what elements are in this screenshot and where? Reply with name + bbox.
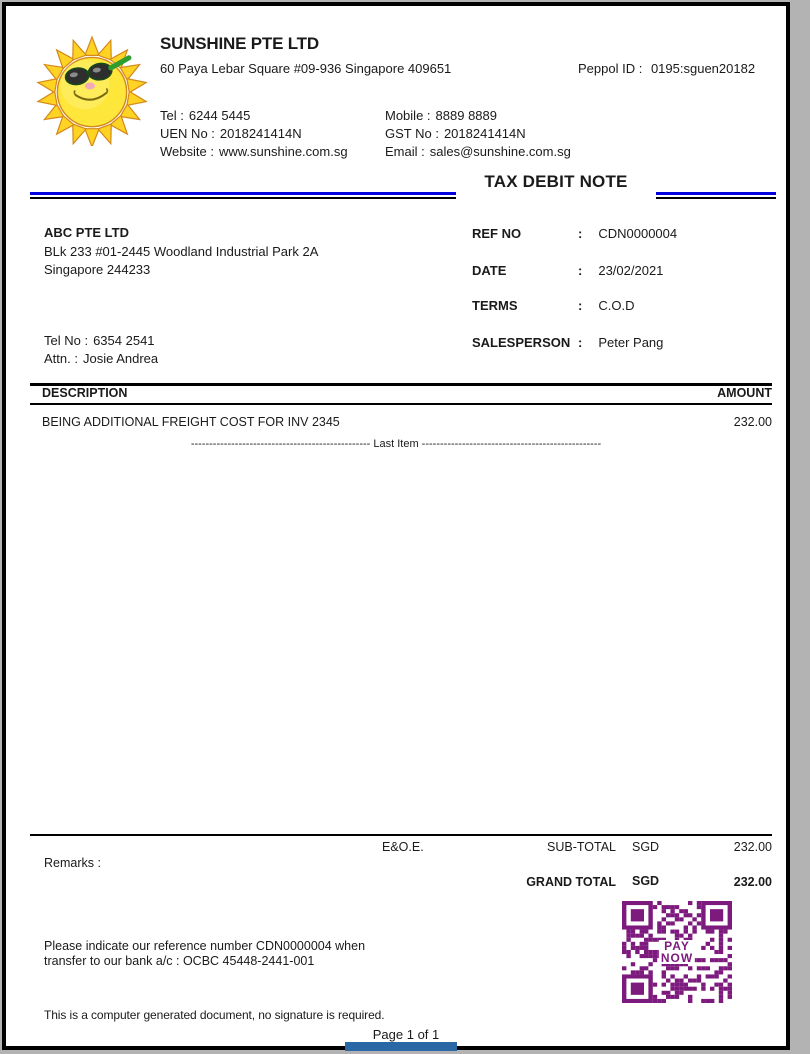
company-website: Website : www.sunshine.com.sg [160, 144, 348, 159]
peppol-label: Peppol ID : [578, 61, 643, 76]
page-number: Page 1 of 1 [372, 1027, 440, 1042]
date-field: DATE : 23/02/2021 [472, 263, 664, 278]
eoe-text: E&O.E. [382, 840, 424, 854]
company-name: SUNSHINE PTE LTD [160, 34, 319, 53]
customer-name: ABC PTE LTD [44, 225, 129, 240]
company-email: Email : sales@sunshine.com.sg [385, 144, 571, 159]
company-address: 60 Paya Lebar Square #09-936 Singapore 409651 [160, 61, 452, 76]
company-contacts-left [160, 107, 348, 161]
ref-no-field: REF NO : CDN0000004 [472, 226, 678, 241]
customer-address-line1: BLk 233 #01-2445 Woodland Industrial Park 2A [44, 244, 319, 259]
paynow-qr-code [622, 901, 732, 1003]
salesperson-field: SALESPERSON : Peter Pang [472, 335, 664, 350]
computer-generated-disclaimer: This is a computer generated document, no signature is required. [44, 1008, 385, 1022]
company-contacts-right [385, 107, 571, 161]
peppol-id [578, 61, 755, 76]
title-rule-right [656, 192, 776, 199]
table-header-amount: AMOUNT [717, 386, 772, 400]
horizontal-scrollbar-thumb[interactable] [345, 1042, 457, 1051]
remarks-label: Remarks : [44, 856, 101, 870]
grand-total-currency: SGD [632, 874, 660, 888]
totals-rule [30, 834, 772, 836]
peppol-value: 0195:sguen20182 [650, 61, 756, 76]
table-header-description: DESCRIPTION [42, 386, 128, 400]
payment-note-line1: Please indicate our reference number CDN0000004 when [44, 939, 366, 953]
company-mobile: Mobile : 8889 8889 [385, 108, 497, 123]
paynow-qr-label: PAY NOW [660, 939, 694, 965]
terms-field: TERMS : C.O.D [472, 298, 635, 313]
table-row-description: BEING ADDITIONAL FREIGHT COST FOR INV 2345 [42, 415, 340, 429]
table-row-amount: 232.00 [733, 415, 772, 429]
tax-debit-note-page [2, 2, 790, 1050]
title-rule-left [30, 192, 456, 199]
subtotal-currency: SGD [632, 840, 660, 854]
customer-tel: Tel No : 6354 2541 [44, 333, 155, 348]
company-uen: UEN No : 2018241414N [160, 126, 302, 141]
table-header-rule [30, 403, 772, 405]
company-tel: Tel : 6244 5445 [160, 108, 251, 123]
table-top-rule [30, 383, 772, 386]
company-gst: GST No : 2018241414N [385, 126, 526, 141]
subtotal-amount: 232.00 [733, 840, 772, 854]
last-item-divider: ------------------------------------------------- Last Item ------------------------------------------------- [190, 438, 602, 450]
subtotal-label: SUB-TOTAL [547, 840, 616, 854]
grand-total-label: GRAND TOTAL [526, 875, 616, 889]
customer-address-line2: Singapore 244233 [44, 262, 151, 277]
payment-note-line2: transfer to our bank a/c : OCBC 45448-2441-001 [44, 954, 315, 968]
sunshine-logo-icon [36, 34, 148, 148]
document-title: TAX DEBIT NOTE [484, 172, 628, 191]
customer-attn: Attn. : Josie Andrea [44, 351, 159, 366]
grand-total-amount: 232.00 [733, 875, 772, 889]
